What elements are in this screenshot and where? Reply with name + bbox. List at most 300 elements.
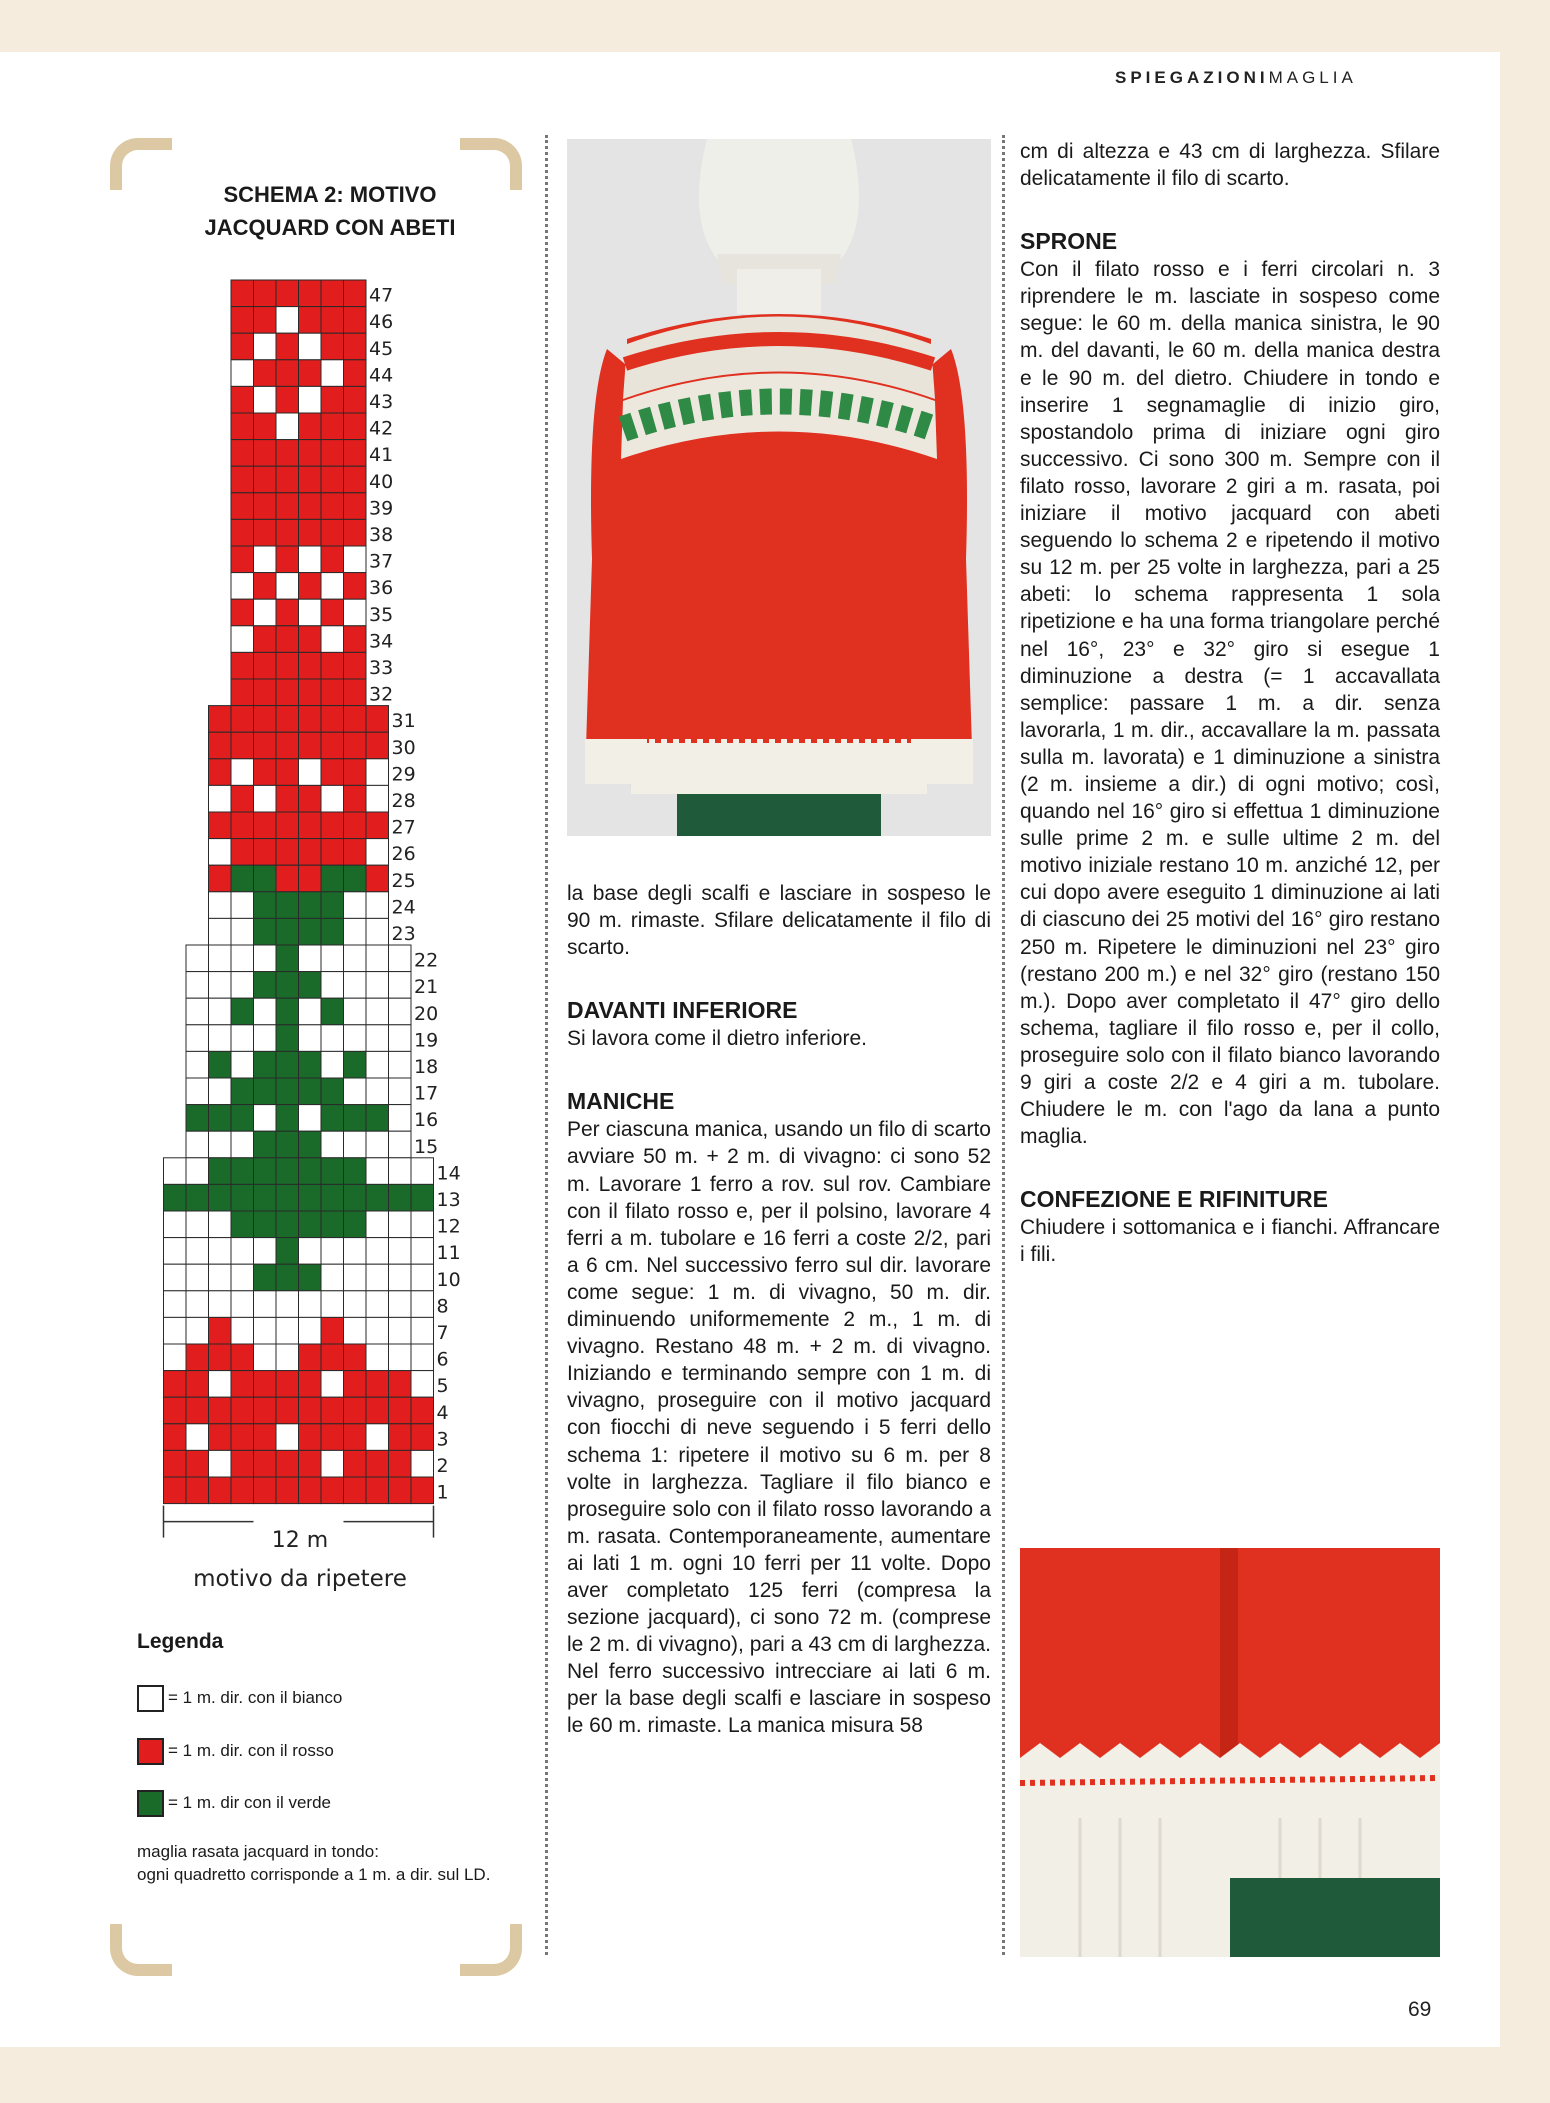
- chart-cell: [299, 599, 322, 626]
- chart-cell: [164, 1238, 187, 1265]
- chart-cell: [411, 1291, 434, 1318]
- chart-cell: [231, 839, 254, 866]
- chart-cell: [299, 1211, 322, 1238]
- chart-cell: [344, 812, 367, 839]
- chart-cell: [321, 546, 344, 573]
- chart-cell: [389, 1051, 412, 1078]
- chart-cell: [321, 839, 344, 866]
- chart-cell: [164, 1344, 187, 1371]
- chart-cell: [321, 1344, 344, 1371]
- chart-cell: [299, 732, 322, 759]
- chart-cell: [344, 1184, 367, 1211]
- chart-cell: [231, 785, 254, 812]
- chart-cell: [299, 333, 322, 360]
- chart-cell: [276, 945, 299, 972]
- chart-cell: [231, 626, 254, 653]
- chart-cell: [321, 599, 344, 626]
- row-number: 23: [391, 923, 416, 945]
- chart-cell: [366, 812, 389, 839]
- chart-cell: [231, 1450, 254, 1477]
- chart-cell: [389, 972, 412, 999]
- chart-cell: [254, 386, 277, 413]
- chart-cell: [299, 1264, 322, 1291]
- chart-cell: [299, 998, 322, 1025]
- chart-cell: [276, 599, 299, 626]
- chart-cell: [231, 1184, 254, 1211]
- chart-cell: [231, 1211, 254, 1238]
- sleeve-detail-illustration: [1020, 1548, 1440, 1957]
- chart-cell: [411, 1317, 434, 1344]
- chart-cell: [321, 1105, 344, 1132]
- chart-cell: [366, 1051, 389, 1078]
- chart-cell: [366, 1238, 389, 1265]
- row-number: 12: [436, 1215, 461, 1238]
- chart-cell: [186, 1291, 209, 1318]
- chart-cell: [321, 440, 344, 467]
- chart-cell: [276, 1291, 299, 1318]
- chart-cell: [321, 1291, 344, 1318]
- chart-cell: [276, 732, 299, 759]
- chart-cell: [299, 1051, 322, 1078]
- chart-cell: [254, 307, 277, 334]
- chart-cell: [231, 1078, 254, 1105]
- chart-cell: [321, 493, 344, 520]
- chart-cell: [276, 280, 299, 307]
- legend-swatch-green: [137, 1790, 164, 1817]
- row-number: 46: [369, 311, 394, 334]
- row-number: 34: [369, 630, 394, 653]
- chart-cell: [209, 1238, 232, 1265]
- chart-cell: [231, 706, 254, 733]
- chart-cell: [276, 706, 299, 733]
- chart-cell: [276, 1397, 299, 1424]
- chart-cell: [344, 386, 367, 413]
- row-number: 31: [391, 710, 416, 733]
- row-number: 38: [369, 524, 394, 546]
- chart-cell: [344, 679, 367, 706]
- chart-cell: [254, 1131, 277, 1158]
- chart-cell: [254, 1371, 277, 1398]
- chart-cell: [186, 1211, 209, 1238]
- chart-cell: [366, 892, 389, 919]
- chart-cell: [276, 413, 299, 440]
- chart-cell: [254, 785, 277, 812]
- chart-cell: [186, 1477, 209, 1504]
- chart-cell: [164, 1371, 187, 1398]
- row-number: 14: [436, 1162, 461, 1185]
- row-number: 21: [414, 976, 439, 999]
- chart-cell: [344, 759, 367, 786]
- chart-cell: [254, 333, 277, 360]
- knitting-chart: [0, 0, 560, 1620]
- chart-cell: [231, 333, 254, 360]
- chart-cell: [209, 1397, 232, 1424]
- chart-cell: [209, 1051, 232, 1078]
- chart-cell: [254, 466, 277, 493]
- chart-cell: [231, 732, 254, 759]
- chart-cell: [366, 1264, 389, 1291]
- row-number: 18: [414, 1056, 439, 1078]
- chart-cell: [344, 519, 367, 546]
- chart-cell: [254, 1264, 277, 1291]
- chart-cell: [186, 1344, 209, 1371]
- legend-note: [137, 1840, 517, 1886]
- chart-cell: [254, 1397, 277, 1424]
- chart-cell: [344, 945, 367, 972]
- chart-cell: [344, 1397, 367, 1424]
- chart-cell: [276, 1184, 299, 1211]
- repeat-count: 12 m: [271, 1528, 329, 1553]
- chart-title-line1: SCHEMA 2: MOTIVO: [223, 182, 437, 207]
- chart-cell: [254, 892, 277, 919]
- heading-maniche: MANICHE: [567, 1088, 675, 1115]
- chart-cell: [254, 706, 277, 733]
- chart-cell: [344, 1051, 367, 1078]
- chart-cell: [186, 1025, 209, 1052]
- row-number: 11: [436, 1242, 461, 1265]
- row-number: 47: [369, 284, 394, 307]
- chart-cell: [299, 1450, 322, 1477]
- chart-cell: [411, 1238, 434, 1265]
- row-number: 32: [369, 683, 394, 706]
- chart-cell: [344, 466, 367, 493]
- row-number: 6: [436, 1348, 449, 1371]
- chart-cell: [254, 599, 277, 626]
- chart-cell: [186, 1424, 209, 1451]
- chart-cell: [231, 519, 254, 546]
- chart-cell: [321, 945, 344, 972]
- chart-cell: [389, 1158, 412, 1185]
- chart-cell: [231, 466, 254, 493]
- chart-cell: [276, 440, 299, 467]
- chart-cell: [164, 1158, 187, 1185]
- chart-cell: [344, 1344, 367, 1371]
- chart-cell: [254, 1344, 277, 1371]
- chart-cell: [276, 892, 299, 919]
- row-number: 36: [369, 577, 394, 600]
- chart-cell: [209, 1105, 232, 1132]
- chart-cell: [321, 413, 344, 440]
- col3-intro: cm di altezza e 43 cm di larghezza. Sfilare delicatamente il filo di scarto.: [1020, 140, 1440, 191]
- chart-cell: [254, 732, 277, 759]
- chart-cell: [344, 1477, 367, 1504]
- chart-cell: [299, 1424, 322, 1451]
- chart-cell: [164, 1317, 187, 1344]
- chart-cell: [254, 652, 277, 679]
- legend-item-red: [137, 1736, 334, 1766]
- column-2: [567, 880, 991, 1740]
- chart-cell: [321, 466, 344, 493]
- chart-cell: [366, 1371, 389, 1398]
- chart-cell: [366, 1105, 389, 1132]
- chart-cell: [321, 1477, 344, 1504]
- chart-cell: [231, 892, 254, 919]
- chart-cell: [299, 573, 322, 600]
- chart-cell: [231, 1105, 254, 1132]
- chart-cell: [276, 865, 299, 892]
- chart-cell: [344, 1211, 367, 1238]
- legend-swatch-white: [137, 1685, 164, 1712]
- row-number: 44: [369, 364, 394, 387]
- chart-cell: [231, 1397, 254, 1424]
- chart-cell: [231, 652, 254, 679]
- chart-cell: [366, 1291, 389, 1318]
- chart-cell: [254, 280, 277, 307]
- chart-cell: [276, 1424, 299, 1451]
- chart-cell: [276, 1238, 299, 1265]
- chart-cell: [231, 865, 254, 892]
- panel-corner-bottom-right: [460, 1924, 522, 1976]
- chart-cell: [299, 892, 322, 919]
- chart-cell: [276, 652, 299, 679]
- row-number: 15: [414, 1135, 439, 1158]
- chart-cell: [209, 839, 232, 866]
- chart-cell: [254, 1450, 277, 1477]
- chart-cell: [209, 1450, 232, 1477]
- chart-cell: [321, 1450, 344, 1477]
- chart-cell: [299, 440, 322, 467]
- chart-cell: [276, 839, 299, 866]
- chart-cell: [186, 1078, 209, 1105]
- row-number: 33: [369, 657, 394, 679]
- chart-cell: [299, 839, 322, 866]
- chart-cell: [366, 1397, 389, 1424]
- chart-cell: [186, 972, 209, 999]
- chart-cell: [186, 945, 209, 972]
- chart-cell: [164, 1477, 187, 1504]
- chart-cell: [321, 732, 344, 759]
- chart-cell: [321, 865, 344, 892]
- chart-cell: [321, 652, 344, 679]
- sweater-back-illustration: [567, 139, 991, 836]
- row-number: 29: [391, 763, 416, 786]
- section-header: [1115, 68, 1357, 88]
- chart-cell: [366, 972, 389, 999]
- panel-corner-bottom-left: [110, 1924, 172, 1976]
- chart-cell: [344, 1238, 367, 1265]
- header-subsection: MAGLIA: [1268, 68, 1357, 87]
- chart-cell: [186, 1397, 209, 1424]
- chart-cell: [321, 1131, 344, 1158]
- chart-cell: [209, 1291, 232, 1318]
- chart-cell: [254, 1184, 277, 1211]
- chart-cell: [231, 360, 254, 387]
- chart-cell: [299, 918, 322, 945]
- chart-cell: [321, 679, 344, 706]
- chart-cell: [344, 1131, 367, 1158]
- chart-cell: [276, 812, 299, 839]
- chart-cell: [276, 679, 299, 706]
- row-number: 24: [391, 896, 416, 919]
- chart-cell: [164, 1211, 187, 1238]
- chart-cell: [344, 440, 367, 467]
- chart-cell: [411, 1371, 434, 1398]
- chart-cell: [299, 519, 322, 546]
- chart-cell: [231, 812, 254, 839]
- row-number: 42: [369, 417, 394, 440]
- chart-cell: [321, 1238, 344, 1265]
- chart-cell: [209, 945, 232, 972]
- chart-cell: [344, 360, 367, 387]
- chart-cell: [209, 1317, 232, 1344]
- row-number: 45: [369, 337, 394, 360]
- chart-cell: [164, 1397, 187, 1424]
- chart-cell: [276, 1078, 299, 1105]
- chart-cell: [321, 519, 344, 546]
- chart-cell: [299, 307, 322, 334]
- row-number: 27: [391, 816, 416, 839]
- chart-cell: [254, 1051, 277, 1078]
- chart-cell: [276, 573, 299, 600]
- chart-cell: [254, 1105, 277, 1132]
- chart-cell: [299, 785, 322, 812]
- chart-cell: [299, 865, 322, 892]
- chart-cell: [299, 466, 322, 493]
- chart-cell: [299, 386, 322, 413]
- chart-cell: [231, 945, 254, 972]
- row-number: 26: [391, 843, 416, 866]
- chart-cell: [209, 1477, 232, 1504]
- chart-cell: [299, 812, 322, 839]
- chart-cell: [389, 1317, 412, 1344]
- chart-cell: [231, 1025, 254, 1052]
- chart-cell: [299, 1291, 322, 1318]
- chart-cell: [389, 1211, 412, 1238]
- chart-cell: [411, 1450, 434, 1477]
- chart-cell: [254, 918, 277, 945]
- column-3: [1020, 138, 1440, 1268]
- chart-cell: [209, 812, 232, 839]
- chart-cell: [276, 1158, 299, 1185]
- chart-cell: [344, 599, 367, 626]
- chart-cell: [231, 280, 254, 307]
- chart-cell: [231, 1264, 254, 1291]
- chart-cell: [299, 1397, 322, 1424]
- chart-cell: [344, 1317, 367, 1344]
- chart-cell: [276, 626, 299, 653]
- chart-cell: [299, 1184, 322, 1211]
- chart-cell: [344, 1450, 367, 1477]
- chart-cell: [164, 1184, 187, 1211]
- chart-cell: [231, 599, 254, 626]
- chart-cell: [299, 1105, 322, 1132]
- chart-cell: [366, 759, 389, 786]
- chart-cell: [366, 1184, 389, 1211]
- chart-cell: [254, 998, 277, 1025]
- chart-cell: [299, 1477, 322, 1504]
- chart-cell: [209, 1078, 232, 1105]
- row-number: 16: [414, 1109, 439, 1132]
- chart-cell: [276, 972, 299, 999]
- chart-cell: [389, 1371, 412, 1398]
- chart-cell: [254, 440, 277, 467]
- chart-cell: [186, 1238, 209, 1265]
- legend-label: = 1 m. dir con il verde: [168, 1793, 331, 1812]
- chart-cell: [209, 785, 232, 812]
- chart-cell: [321, 1317, 344, 1344]
- chart-cell: [299, 546, 322, 573]
- chart-cell: [276, 1264, 299, 1291]
- row-number: 13: [436, 1189, 461, 1211]
- paragraph-davanti-inferiore: Si lavora come il dietro inferiore.: [567, 1027, 867, 1051]
- chart-cell: [254, 1238, 277, 1265]
- column-divider-2: [1002, 135, 1005, 1955]
- legend-note-line1: maglia rasata jacquard in tondo:: [137, 1842, 379, 1861]
- chart-cell: [186, 1158, 209, 1185]
- chart-cell: [321, 626, 344, 653]
- chart-cell: [321, 386, 344, 413]
- chart-cell: [344, 1158, 367, 1185]
- row-number: 3: [436, 1428, 449, 1451]
- chart-cell: [366, 1131, 389, 1158]
- chart-cell: [276, 1051, 299, 1078]
- chart-cell: [231, 1051, 254, 1078]
- chart-cell: [389, 945, 412, 972]
- chart-cell: [254, 493, 277, 520]
- chart-cell: [344, 280, 367, 307]
- chart-cell: [164, 1264, 187, 1291]
- chart-cell: [321, 998, 344, 1025]
- chart-cell: [344, 333, 367, 360]
- chart-cell: [299, 1025, 322, 1052]
- chart-cell: [344, 706, 367, 733]
- paragraph-sprone: Con il filato rosso e i ferri circolari n. 3 riprendere le m. lasciate in sospeso come segue: le 60 m. della manica sinistra, le 90 m. del davanti, le 60 m. della manica destra e le 90 m. del dietro. Chiudere in tondo e inserire 1 segnamaglie di inizio giro, spostandolo prima di iniziare ogni giro successivo. Ci sono 300 m. Sempre con il filato rosso, lavorare 2 giri a m. rasata, poi iniziare il motivo jacquard con abeti seguendo lo schema 2 e ripetendo il motivo su 12 m. per 25 volte in larghezza, pari a 25 abeti: lo schema rappresenta 1 sola ripetizione e ha una forma triangolare perché nel 16°, 23° e 32° giro si esegue 1 diminuzione a destra (= 1 accavallata semplice: passare 1 m. a dir. senza lavorarla, 1 m. dir., accavallare la m. passata sulla m. lavorata) e 1 diminuzione a sinistra (2 m. insieme a dir.) di ogni motivo; così, quando nel 16° giro si effettua 1 diminuzione sulle prime 2 m. e sulle ultime 2 m. del motivo iniziale restano 10 m. anziché 12, per cui dopo avere eseguito 1 diminuzione ai lati di ciascuno dei 25 motivi del 16° giro restano 250 m. Ripetere le diminuzioni nel 23° giro (restano 200 m.) e nel 32° giro (restano 150 m.). Dopo aver completato il 47° giro dello schema, tagliare il filo rosso e, per il collo, proseguire solo con il filato bianco lavorando 9 giri a coste 2/2 e 4 giri a m. tubolare. Chiudere le m. con l'ago da lana a punto maglia.: [1020, 258, 1440, 1149]
- chart-cell: [231, 1238, 254, 1265]
- chart-cell: [231, 307, 254, 334]
- chart-cell: [299, 945, 322, 972]
- chart-cell: [276, 493, 299, 520]
- chart-cell: [366, 865, 389, 892]
- chart-cell: [389, 1105, 412, 1132]
- chart-cell: [321, 1264, 344, 1291]
- chart-cell: [344, 307, 367, 334]
- row-number: 37: [369, 550, 394, 573]
- chart-cell: [299, 626, 322, 653]
- chart-cell: [299, 1371, 322, 1398]
- chart-cell: [321, 1211, 344, 1238]
- chart-cell: [389, 1264, 412, 1291]
- sweater-back-photo: [567, 139, 991, 836]
- chart-cell: [299, 1158, 322, 1185]
- chart-cell: [344, 1078, 367, 1105]
- row-number: 28: [391, 790, 416, 812]
- chart-cell: [231, 1291, 254, 1318]
- chart-cell: [321, 1158, 344, 1185]
- chart-cell: [254, 972, 277, 999]
- chart-cell: [186, 998, 209, 1025]
- chart-cell: [254, 573, 277, 600]
- chart-cell: [389, 1078, 412, 1105]
- chart-cell: [411, 1424, 434, 1451]
- chart-cell: [411, 1264, 434, 1291]
- row-number: 7: [436, 1322, 449, 1344]
- chart-cell: [366, 1078, 389, 1105]
- chart-cell: [299, 493, 322, 520]
- row-number: 43: [369, 391, 394, 413]
- chart-cell: [231, 546, 254, 573]
- legend-label: = 1 m. dir. con il rosso: [168, 1741, 334, 1760]
- chart-cell: [321, 1371, 344, 1398]
- chart-cell: [209, 1264, 232, 1291]
- chart-cell: [209, 865, 232, 892]
- legend-title: Legenda: [137, 1630, 224, 1653]
- chart-cell: [209, 759, 232, 786]
- chart-cell: [276, 1371, 299, 1398]
- legend-item-white: [137, 1683, 342, 1713]
- chart-cell: [276, 998, 299, 1025]
- chart-cell: [321, 573, 344, 600]
- chart-cell: [321, 918, 344, 945]
